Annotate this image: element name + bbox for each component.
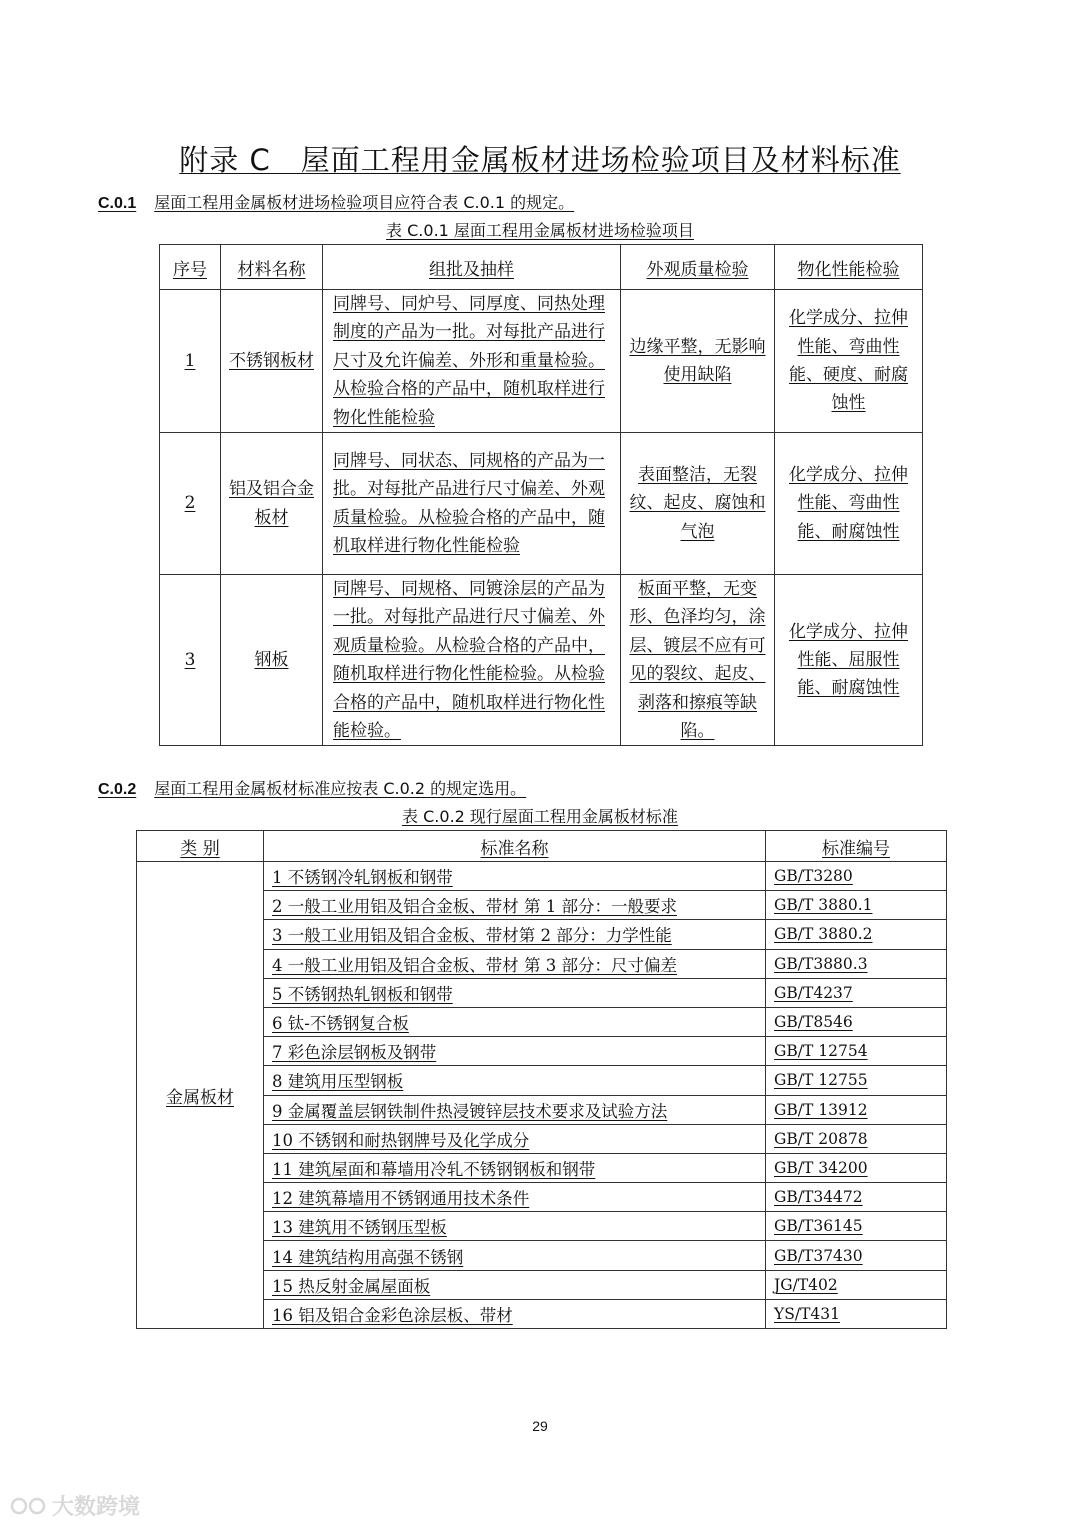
clause-text: 屋面工程用金属板材标准应按表 C.0.2 的规定选用。: [154, 779, 527, 798]
material-name: 铝及铝合金板材: [229, 479, 314, 528]
standard-name: 1 不锈钢冷轧钢板和钢带: [272, 868, 453, 888]
clause-number: C.0.1: [98, 195, 137, 212]
standard-name: 7 彩色涂层钢板及钢带: [272, 1043, 437, 1063]
standard-code: GB/T8546: [774, 1013, 853, 1032]
standard-code: GB/T34472: [774, 1188, 863, 1207]
standard-code: GB/T 20878: [774, 1129, 868, 1148]
standard-code: GB/T36145: [774, 1217, 863, 1236]
column-header: 外观质量检验: [621, 245, 775, 290]
batch-sampling: 同牌号、同规格、同镀涂层的产品为一批。对每批产品进行尺寸偏差、外观质量检验。从检验合格的产品中，随机取样进行物化性能检验。从检验合格的产品中，随机取样进行物化性能检验。: [333, 579, 605, 742]
standard-name: 12 建筑幕墙用不锈钢通用技术条件: [272, 1189, 530, 1209]
watermark-logo-icon: [10, 1495, 48, 1517]
standard-code: GB/T 34200: [774, 1158, 868, 1177]
inspection-table: [159, 244, 923, 746]
physchem-check: 化学成分、拉伸性能、弯曲性能、硬度、耐腐蚀性: [789, 308, 908, 414]
standard-code: GB/T 3880.2: [774, 925, 873, 944]
standard-name: 11 建筑屋面和幕墙用冷轧不锈钢钢板和钢带: [272, 1159, 596, 1179]
standard-code: GB/T 3880.1: [774, 896, 873, 915]
column-header: 序号: [160, 245, 221, 290]
standard-code: GB/T 12755: [774, 1071, 868, 1090]
watermark-text: 大数跨境: [52, 1495, 141, 1520]
column-header: 物化性能检验: [775, 245, 923, 290]
appearance-check: 边缘平整，无影响使用缺陷: [629, 336, 766, 386]
appearance-check: 表面整洁，无裂纹、起皮、腐蚀和气泡: [629, 464, 766, 542]
batch-sampling: 同牌号、同状态、同规格的产品为一批。对每批产品进行尺寸偏差、外观质量检验。从检验合格的产品中，随机取样进行物化性能检验: [333, 450, 605, 556]
standard-name: 4 一般工业用铝及铝合金板、带材 第 3 部分：尺寸偏差: [272, 955, 677, 975]
row-number: 1: [184, 350, 196, 371]
material-name: 不锈钢板材: [229, 350, 314, 371]
watermark: [10, 1490, 140, 1521]
standard-name: 15 热反射金属屋面板: [272, 1276, 431, 1296]
standard-code: GB/T37430: [774, 1246, 863, 1265]
page-title: 附录 C 屋面工程用金属板材进场检验项目及材料标准: [179, 143, 901, 177]
table-row: [160, 290, 923, 433]
standard-name: 8 建筑用压型钢板: [272, 1072, 404, 1092]
standard-name: 9 金属覆盖层钢铁制件热浸镀锌层技术要求及试验方法: [272, 1101, 668, 1121]
clause-c02: [98, 776, 526, 799]
standard-code: GB/T 12754: [774, 1042, 868, 1061]
standard-code: GB/T3280: [774, 867, 853, 886]
batch-sampling: 同牌号、同炉号、同厚度、同热处理制度的产品为一批。对每批产品进行尺寸及允许偏差、外形和重量检验。从检验合格的产品中，随机取样进行物化性能检验: [333, 294, 605, 428]
standard-code: YS/T431: [774, 1304, 840, 1323]
table-caption: 表 C.0.2 现行屋面工程用金属板材标准: [402, 807, 678, 826]
standard-name: 3 一般工业用铝及铝合金板、带材第 2 部分：力学性能: [272, 926, 672, 946]
material-name: 钢板: [254, 650, 289, 671]
standard-code: GB/T 13912: [774, 1100, 868, 1119]
standard-name: 2 一般工业用铝及铝合金板、带材 第 1 部分：一般要求: [272, 897, 677, 917]
physchem-check: 化学成分、拉伸性能、弯曲性能、耐腐蚀性: [789, 464, 908, 542]
column-header: 标准编号: [766, 831, 947, 862]
clause-c01: [98, 190, 574, 213]
column-header: 材料名称: [221, 245, 323, 290]
column-header: 类 别: [137, 831, 264, 862]
standard-name: 13 建筑用不锈钢压型板: [272, 1218, 447, 1238]
standard-name: 5 不锈钢热轧钢板和钢带: [272, 984, 453, 1004]
table-header-row: [137, 831, 947, 862]
table-row: [160, 575, 923, 746]
standard-name: 6 钛-不锈钢复合板: [272, 1014, 409, 1034]
row-number: 3: [184, 650, 196, 671]
clause-number: C.0.2: [98, 781, 137, 798]
standard-name: 14 建筑结构用高强不锈钢: [272, 1247, 464, 1267]
standards-table: [136, 830, 947, 1329]
standard-name: 10 不锈钢和耐热钢牌号及化学成分: [272, 1130, 530, 1150]
appearance-check: 板面平整，无变形、色泽均匀，涂层、镀层不应有可见的裂纹、起皮、剥落和擦痕等缺陷。: [629, 579, 766, 742]
category-label: 金属板材: [166, 1087, 234, 1108]
standard-code: GB/T4237: [774, 983, 853, 1002]
column-header: 组批及抽样: [323, 245, 621, 290]
page-number: 29: [532, 1418, 548, 1434]
table-header-row: [160, 245, 923, 290]
standard-name: 16 铝及铝合金彩色涂层板、带材: [272, 1305, 513, 1325]
table-row: [137, 862, 947, 891]
column-header: 标准名称: [264, 831, 766, 862]
table-caption: 表 C.0.1 屋面工程用金属板材进场检验项目: [386, 221, 694, 240]
table-row: [160, 433, 923, 575]
clause-text: 屋面工程用金属板材进场检验项目应符合表 C.0.1 的规定。: [154, 193, 575, 212]
standard-code: GB/T3880.3: [774, 954, 868, 973]
standard-code: JG/T402: [774, 1275, 838, 1294]
physchem-check: 化学成分、拉伸性能、屈服性能、耐腐蚀性: [789, 621, 908, 699]
row-number: 2: [184, 493, 196, 514]
